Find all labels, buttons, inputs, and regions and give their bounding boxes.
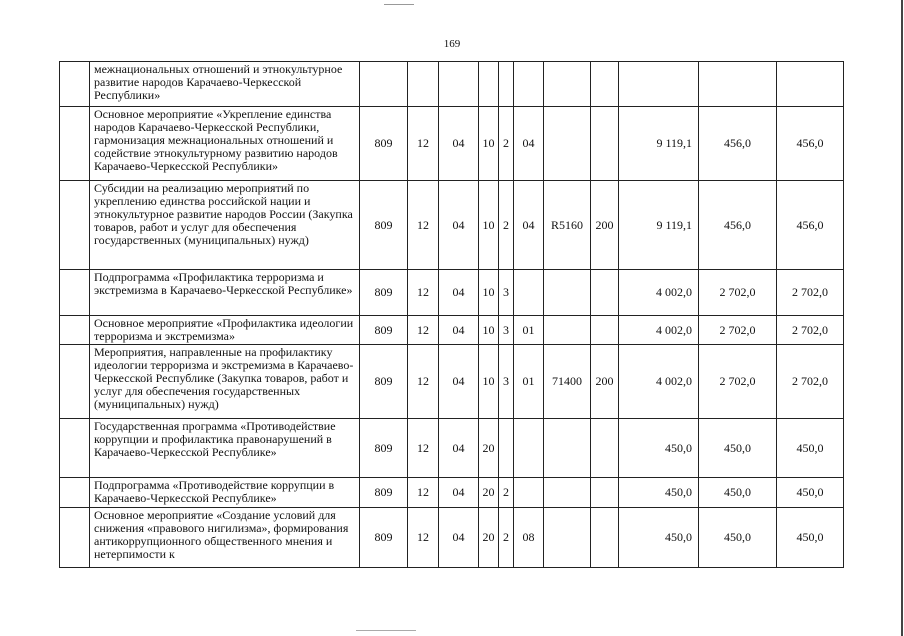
number-cell (60, 270, 90, 316)
direction-cell (544, 270, 591, 316)
glava-cell: 809 (360, 181, 408, 270)
activity-cell: 01 (514, 345, 544, 419)
sum3-cell: 2 702,0 (777, 345, 844, 419)
activity-cell (514, 62, 544, 107)
subprogram-cell: 2 (499, 181, 514, 270)
rz-cell (408, 62, 439, 107)
subprogram-cell (499, 62, 514, 107)
vr-cell (591, 270, 619, 316)
sum2-cell: 456,0 (699, 181, 777, 270)
budget-table (59, 61, 844, 568)
table-row (60, 270, 844, 316)
activity-cell (514, 270, 544, 316)
glava-cell: 809 (360, 345, 408, 419)
rz-cell: 12 (408, 508, 439, 568)
glava-cell: 809 (360, 478, 408, 508)
direction-cell: R5160 (544, 181, 591, 270)
page-edge (901, 0, 903, 636)
rz-cell: 12 (408, 181, 439, 270)
item-name: межнациональных отношений и этнокультурное развитие народов Карачаево-Черкесской Республики» (90, 62, 360, 107)
subprogram-cell: 3 (499, 316, 514, 345)
vr-cell (591, 478, 619, 508)
pr-cell (439, 62, 479, 107)
program-cell: 10 (479, 345, 499, 419)
rz-cell: 12 (408, 107, 439, 181)
sum1-cell: 4 002,0 (619, 316, 699, 345)
sum3-cell (777, 62, 844, 107)
direction-cell (544, 508, 591, 568)
pr-cell: 04 (439, 181, 479, 270)
sum2-cell: 450,0 (699, 508, 777, 568)
activity-cell: 04 (514, 107, 544, 181)
vr-cell (591, 316, 619, 345)
table-row (60, 345, 844, 419)
rz-cell: 12 (408, 345, 439, 419)
table-row (60, 419, 844, 478)
table-row (60, 62, 844, 107)
sum2-cell: 450,0 (699, 478, 777, 508)
activity-cell: 04 (514, 181, 544, 270)
program-cell: 10 (479, 270, 499, 316)
item-name: Подпрограмма «Противодействие коррупции в Карачаево-Черкесской Республике» (90, 478, 360, 508)
sum3-cell: 456,0 (777, 181, 844, 270)
pr-cell: 04 (439, 270, 479, 316)
item-name: Государственная программа «Противодействие коррупции и профилактика правонарушений в Карачаево-Черкесской Республике» (90, 419, 360, 478)
glava-cell: 809 (360, 107, 408, 181)
number-cell (60, 419, 90, 478)
sum1-cell (619, 62, 699, 107)
sum1-cell: 450,0 (619, 508, 699, 568)
vr-cell: 200 (591, 181, 619, 270)
sum1-cell: 9 119,1 (619, 181, 699, 270)
activity-cell (514, 419, 544, 478)
sum1-cell: 450,0 (619, 478, 699, 508)
table-row (60, 508, 844, 568)
program-cell: 10 (479, 107, 499, 181)
number-cell (60, 508, 90, 568)
sum3-cell: 450,0 (777, 419, 844, 478)
direction-cell: 71400 (544, 345, 591, 419)
item-name: Основное мероприятие «Профилактика идеологии терроризма и экстремизма» (90, 316, 360, 345)
rz-cell: 12 (408, 270, 439, 316)
sum1-cell: 4 002,0 (619, 270, 699, 316)
pr-cell: 04 (439, 107, 479, 181)
sum2-cell: 2 702,0 (699, 345, 777, 419)
table-row (60, 181, 844, 270)
number-cell (60, 478, 90, 508)
sum3-cell: 2 702,0 (777, 270, 844, 316)
glava-cell: 809 (360, 270, 408, 316)
program-cell: 20 (479, 419, 499, 478)
subprogram-cell (499, 419, 514, 478)
sum2-cell: 456,0 (699, 107, 777, 181)
sum2-cell (699, 62, 777, 107)
vr-cell (591, 107, 619, 181)
activity-cell: 01 (514, 316, 544, 345)
program-cell: 10 (479, 316, 499, 345)
sum2-cell: 450,0 (699, 419, 777, 478)
activity-cell: 08 (514, 508, 544, 568)
number-cell (60, 316, 90, 345)
pr-cell: 04 (439, 478, 479, 508)
direction-cell (544, 478, 591, 508)
sum1-cell: 4 002,0 (619, 345, 699, 419)
vr-cell (591, 508, 619, 568)
program-cell: 20 (479, 508, 499, 568)
pr-cell: 04 (439, 345, 479, 419)
item-name: Основное мероприятие «Создание условий для снижения «правового нигилизма», формирования антикоррупционного общественного мнения и нетерпимости к (90, 508, 360, 568)
number-cell (60, 345, 90, 419)
rz-cell: 12 (408, 316, 439, 345)
subprogram-cell: 2 (499, 478, 514, 508)
sum1-cell: 9 119,1 (619, 107, 699, 181)
pr-cell: 04 (439, 508, 479, 568)
pr-cell: 04 (439, 316, 479, 345)
glava-cell: 809 (360, 316, 408, 345)
number-cell (60, 107, 90, 181)
scan-artifact-bottom (356, 630, 416, 631)
sum3-cell: 450,0 (777, 508, 844, 568)
direction-cell (544, 316, 591, 345)
sum3-cell: 456,0 (777, 107, 844, 181)
glava-cell: 809 (360, 508, 408, 568)
program-cell: 20 (479, 478, 499, 508)
program-cell: 10 (479, 181, 499, 270)
scan-artifact-top (384, 4, 414, 5)
number-cell (60, 62, 90, 107)
direction-cell (544, 62, 591, 107)
activity-cell (514, 478, 544, 508)
vr-cell (591, 419, 619, 478)
direction-cell (544, 107, 591, 181)
page-number: 169 (443, 38, 461, 50)
item-name: Субсидии на реализацию мероприятий по укреплению единства российской нации и этнокультурное развитие народов России (Закупка товаров, работ и услуг для обеспечения государственных (муниципальных) нужд) (90, 181, 360, 270)
subprogram-cell: 3 (499, 270, 514, 316)
direction-cell (544, 419, 591, 478)
number-cell (60, 181, 90, 270)
table-row (60, 316, 844, 345)
sum3-cell: 2 702,0 (777, 316, 844, 345)
item-name: Основное мероприятие «Укрепление единства народов Карачаево-Черкесской Республики, гармонизация межнациональных отношений и содействие этнокультурному развитию народов Карачаево-Черкесской Республики» (90, 107, 360, 181)
table-row (60, 478, 844, 508)
glava-cell (360, 62, 408, 107)
table-row (60, 107, 844, 181)
sum2-cell: 2 702,0 (699, 270, 777, 316)
program-cell (479, 62, 499, 107)
item-name: Мероприятия, направленные на профилактику идеологии терроризма и экстремизма в Карачаево-Черкесской Республике (Закупка товаров, работ и услуг для обеспечения государственных (муниципальных) нужд) (90, 345, 360, 419)
pr-cell: 04 (439, 419, 479, 478)
sum1-cell: 450,0 (619, 419, 699, 478)
subprogram-cell: 2 (499, 107, 514, 181)
subprogram-cell: 3 (499, 345, 514, 419)
subprogram-cell: 2 (499, 508, 514, 568)
glava-cell: 809 (360, 419, 408, 478)
vr-cell: 200 (591, 345, 619, 419)
item-name: Подпрограмма «Профилактика терроризма и экстремизма в Карачаево-Черкесской Республике» (90, 270, 360, 316)
sum2-cell: 2 702,0 (699, 316, 777, 345)
sum3-cell: 450,0 (777, 478, 844, 508)
rz-cell: 12 (408, 419, 439, 478)
vr-cell (591, 62, 619, 107)
rz-cell: 12 (408, 478, 439, 508)
